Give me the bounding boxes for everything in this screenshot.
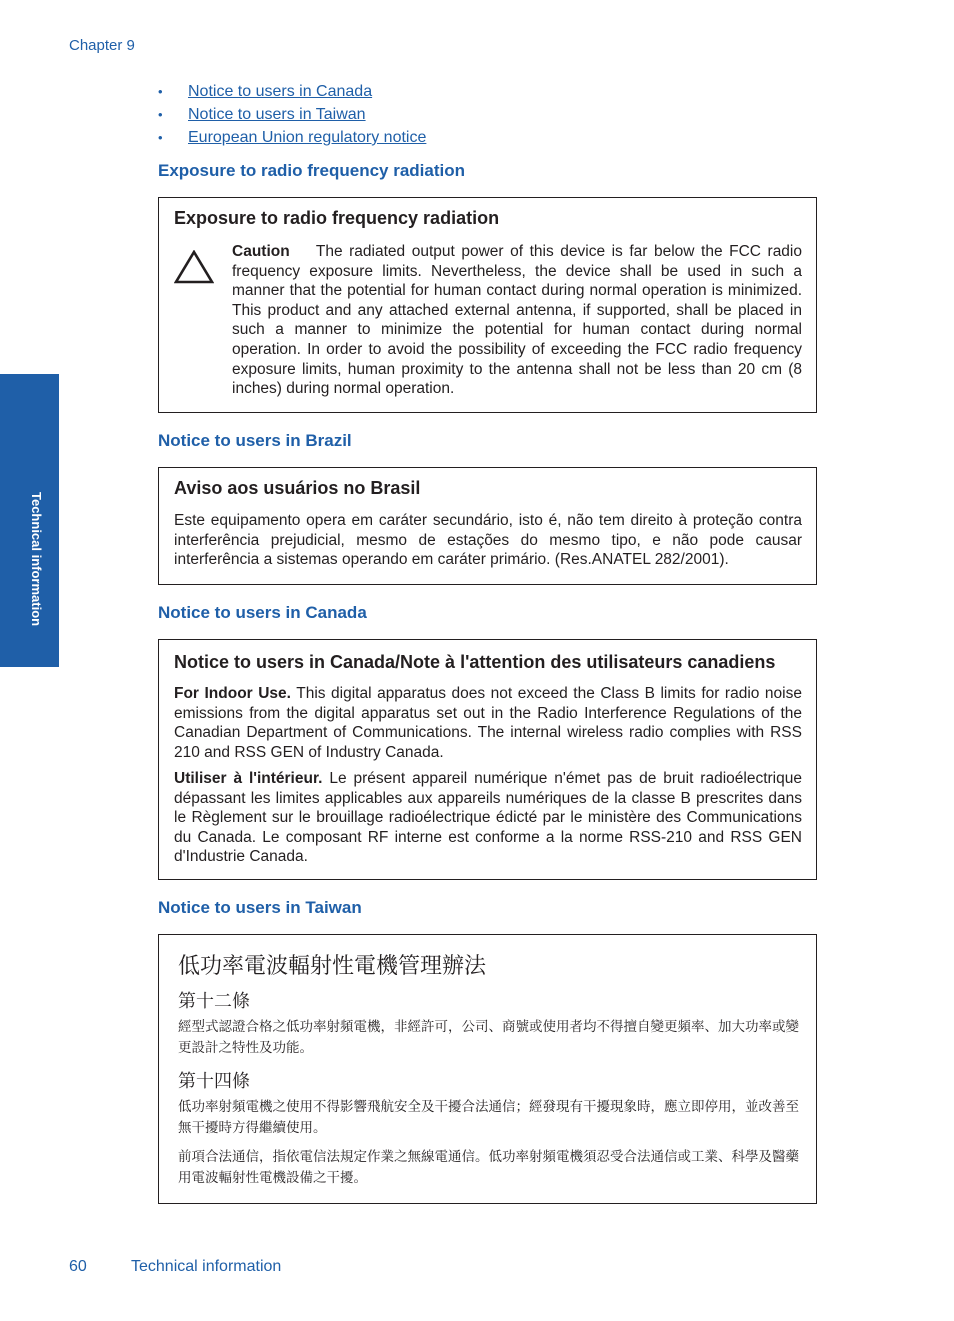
taiwan-article14-text2: 前項合法通信，指依電信法規定作業之無線電通信。低功率射頻電機須忍受合法通信或工業、科學及醫藥用電波輻射性電機設備之干擾。	[178, 1149, 799, 1186]
warning-triangle-icon	[174, 250, 214, 284]
brazil-text: Este equipamento opera em caráter secundário, isto é, não tem direito à proteção contra interferência prejudicial, mesmo de estações do mesmo tipo, e não pode causar interferência a sistemas operando em caráter primário. (Res.ANATEL 282/2001).	[174, 512, 802, 569]
taiwan-article14-title: 第十四條	[178, 1071, 250, 1092]
side-tab-label: Technical information	[29, 492, 44, 627]
brazil-heading: Notice to users in Brazil	[158, 431, 352, 450]
taiwan-article14-text: 低功率射頻電機之使用不得影響飛航安全及干擾合法通信；經發現有干擾現象時，應立即停用，並改善至無干擾時方得繼續使用。	[178, 1099, 799, 1136]
canada-box-title: Notice to users in Canada/Note à l'attention des utilisateurs canadiens	[174, 652, 776, 672]
link-taiwan[interactable]: Notice to users in Taiwan	[188, 106, 366, 123]
rf-box	[158, 197, 817, 413]
rf-heading: Exposure to radio frequency radiation	[158, 161, 466, 180]
canada-box	[158, 639, 817, 880]
footer-section-title: Technical information	[131, 1258, 282, 1275]
brazil-box-title: Aviso aos usuários no Brasil	[174, 478, 421, 498]
brazil-box	[158, 467, 817, 585]
taiwan-article12-title: 第十二條	[178, 991, 250, 1012]
rf-box-title: Exposure to radio frequency radiation	[174, 208, 500, 228]
taiwan-box-title: 低功率電波輻射性電機管理辦法	[178, 954, 487, 979]
rf-caution-text: Caution The radiated output power of this device is far below the FCC radio frequency exposure limits. Nevertheless, the device shall be used in such a manner that the potential for human contact during normal operation is minimized. This product and any attached external antenna, if supported, shall be placed in such a manner to minimize the potential for human contact during normal operation. In order to avoid the possibility of exceeding the FCC radio frequency exposure limits, human proximity to the antenna shall not be less than 20 cm (8 inches) during normal operation.	[232, 243, 802, 398]
canada-heading: Notice to users in Canada	[158, 603, 367, 622]
canada-fr-text: Utiliser à l'intérieur. Le présent appareil numérique n'émet pas de bruit radioélectrique dépassant les limites applicables aux appareils numériques de la classe B prescrites dans le Règlement sur le brouillage radioélectrique édicté par le ministère des Communications du Canada. Le composant RF interne est conforme a la norme RSS-210 and RSS GEN d'Industrie Canada.	[174, 770, 802, 866]
chapter-label: Chapter 9	[69, 37, 135, 54]
canada-en-text: For Indoor Use. This digital apparatus does not exceed the Class B limits for radio noise emissions from the digital apparatus set out in the Radio Interference Regulations of the Canadian Department of Communications. The internal wireless radio complies with RSS 210 and RSS GEN of Industry Canada.	[174, 685, 802, 761]
taiwan-article12-text: 經型式認證合格之低功率射頻電機，非經許可，公司、商號或使用者均不得擅自變更頻率、加大功率或變更設計之特性及功能。	[178, 1019, 799, 1056]
link-canada[interactable]: Notice to users in Canada	[188, 83, 373, 100]
taiwan-box	[158, 934, 817, 1204]
page-number: 60	[69, 1258, 87, 1275]
link-eu[interactable]: European Union regulatory notice	[188, 129, 427, 146]
taiwan-heading: Notice to users in Taiwan	[158, 898, 362, 917]
